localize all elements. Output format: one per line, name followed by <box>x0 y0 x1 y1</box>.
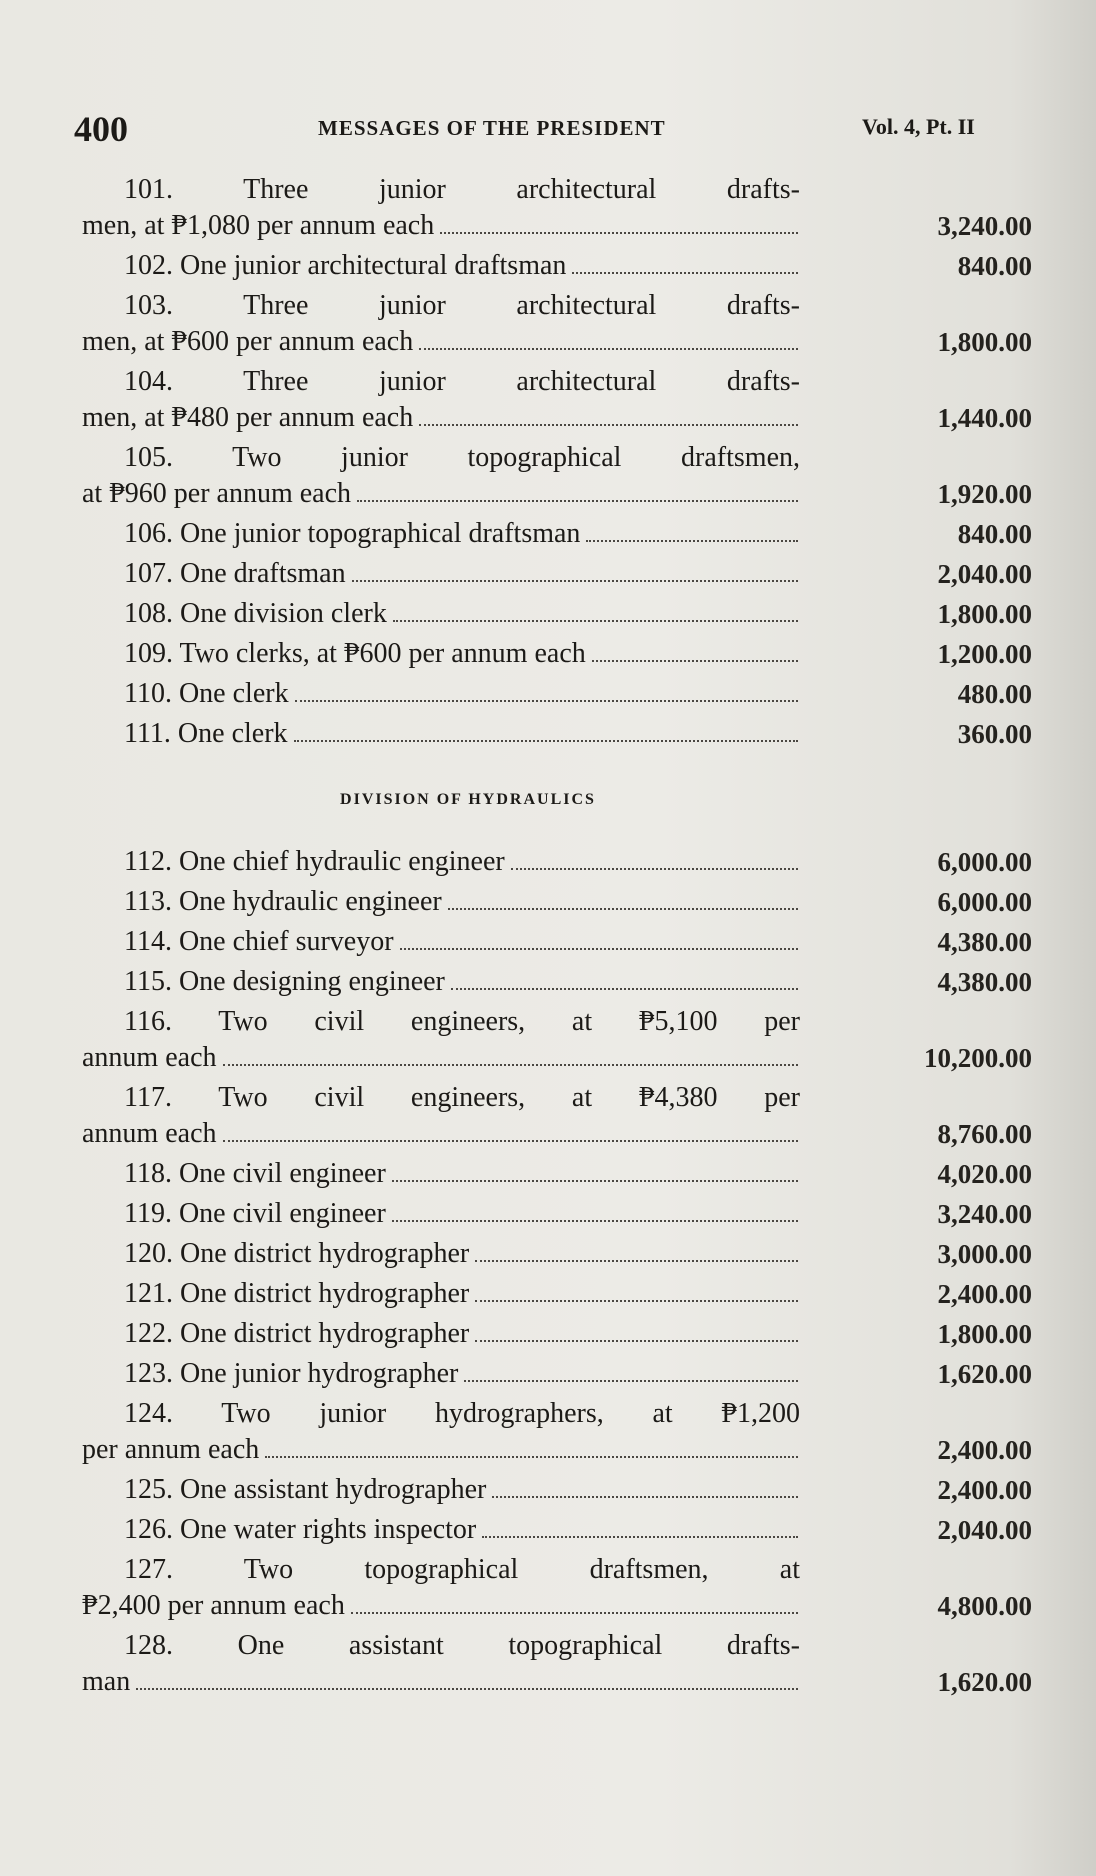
volume-label: Vol. 4, Pt. II <box>862 114 975 139</box>
item-line <box>0 884 1096 920</box>
item-line <box>0 1552 1096 1588</box>
item-amount: 6,000.00 <box>937 847 1032 877</box>
item-text: 123. One junior hydrographer <box>124 1358 459 1389</box>
item-amount: 1,620.00 <box>937 1667 1032 1697</box>
item-text: 127. Two topographical draftsmen, at <box>124 1554 800 1585</box>
item-amount: 1,920.00 <box>937 479 1032 509</box>
appropriation-item <box>0 516 1096 552</box>
item-amount: 4,380.00 <box>937 927 1032 957</box>
item-amount: 1,800.00 <box>937 599 1032 629</box>
item-text: 128. One assistant topographical drafts- <box>124 1630 800 1661</box>
item-amount: 480.00 <box>957 679 1032 709</box>
item-amount: 1,800.00 <box>937 327 1032 357</box>
item-text: men, at ₱600 per annum each <box>82 326 414 357</box>
item-amount: 1,800.00 <box>937 1319 1032 1349</box>
item-amount: 3,240.00 <box>937 1199 1032 1229</box>
item-line <box>0 844 1096 880</box>
appropriation-item <box>0 964 1096 1000</box>
dot-leader <box>400 948 798 950</box>
dot-leader <box>223 1064 799 1066</box>
item-text: 122. One district hydrographer <box>124 1318 470 1349</box>
item-line <box>0 1040 1096 1076</box>
item-amount: 1,440.00 <box>937 403 1032 433</box>
dot-leader <box>592 660 798 662</box>
item-line <box>0 1116 1096 1152</box>
item-text: 121. One district hydrographer <box>124 1278 470 1309</box>
item-line <box>0 556 1096 592</box>
appropriation-item <box>0 1396 1096 1468</box>
item-text: 117. Two civil engineers, at ₱4,380 per <box>124 1082 800 1113</box>
dot-leader <box>294 740 798 742</box>
item-amount: 8,760.00 <box>937 1119 1032 1149</box>
appropriation-item <box>0 1552 1096 1624</box>
item-line <box>0 1512 1096 1548</box>
dot-leader <box>448 908 798 910</box>
appropriation-item <box>0 1004 1096 1076</box>
dot-leader <box>223 1140 799 1142</box>
appropriation-list <box>0 172 1096 1704</box>
dot-leader <box>475 1300 798 1302</box>
dot-leader <box>265 1456 798 1458</box>
item-amount: 4,800.00 <box>937 1591 1032 1621</box>
item-text: 105. Two junior topographical draftsmen, <box>124 442 800 473</box>
item-amount: 2,040.00 <box>937 559 1032 589</box>
item-text: 101. Three junior architectural drafts- <box>124 174 800 205</box>
item-amount: 360.00 <box>957 719 1032 749</box>
appropriation-item <box>0 1512 1096 1548</box>
item-amount: 1,200.00 <box>937 639 1032 669</box>
item-line <box>0 208 1096 244</box>
item-text: 108. One division clerk <box>124 598 387 629</box>
appropriation-item <box>0 172 1096 244</box>
item-text: 102. One junior architectural draftsman <box>124 250 567 281</box>
dot-leader <box>352 580 798 582</box>
dot-leader <box>357 500 798 502</box>
appropriation-item <box>0 716 1096 752</box>
appropriation-item <box>0 844 1096 880</box>
appropriation-item <box>0 1080 1096 1152</box>
item-line <box>0 1472 1096 1508</box>
item-line <box>0 324 1096 360</box>
item-text: men, at ₱480 per annum each <box>82 402 414 433</box>
item-text: 104. Three junior architectural drafts- <box>124 366 800 397</box>
item-amount: 4,380.00 <box>937 967 1032 997</box>
item-text: 124. Two junior hydrographers, at ₱1,200 <box>124 1398 800 1429</box>
item-text: 110. One clerk <box>124 678 289 709</box>
appropriation-item <box>0 636 1096 672</box>
appropriation-item <box>0 556 1096 592</box>
appropriation-item <box>0 1196 1096 1232</box>
item-line <box>0 1236 1096 1272</box>
dot-leader <box>295 700 798 702</box>
appropriation-item <box>0 924 1096 960</box>
dot-leader <box>572 272 798 274</box>
item-line <box>0 676 1096 712</box>
item-amount: 2,400.00 <box>937 1279 1032 1309</box>
item-amount: 840.00 <box>957 251 1032 281</box>
dot-leader <box>492 1496 798 1498</box>
item-line <box>0 1628 1096 1664</box>
item-text: 116. Two civil engineers, at ₱5,100 per <box>124 1006 800 1037</box>
item-amount: 3,000.00 <box>937 1239 1032 1269</box>
appropriation-item <box>0 1276 1096 1312</box>
item-line <box>0 1004 1096 1040</box>
item-line <box>0 596 1096 632</box>
appropriation-item <box>0 1156 1096 1192</box>
item-text: 113. One hydraulic engineer <box>124 886 442 917</box>
appropriation-item <box>0 248 1096 284</box>
item-line <box>0 516 1096 552</box>
item-line <box>0 1156 1096 1192</box>
dot-leader <box>475 1260 798 1262</box>
item-line <box>0 1080 1096 1116</box>
item-line <box>0 1432 1096 1468</box>
item-amount: 2,400.00 <box>937 1475 1032 1505</box>
dot-leader <box>419 348 798 350</box>
item-amount: 4,020.00 <box>937 1159 1032 1189</box>
item-amount: 2,400.00 <box>937 1435 1032 1465</box>
item-amount: 1,620.00 <box>937 1359 1032 1389</box>
item-line <box>0 716 1096 752</box>
running-title: MESSAGES OF THE PRESIDENT <box>318 116 666 140</box>
dot-leader <box>393 620 798 622</box>
item-text: man <box>82 1666 131 1697</box>
appropriation-item <box>0 884 1096 920</box>
item-line <box>0 636 1096 672</box>
appropriation-item <box>0 440 1096 512</box>
dot-leader <box>475 1340 798 1342</box>
appropriation-item <box>0 1236 1096 1272</box>
appropriation-item <box>0 288 1096 360</box>
item-text: 112. One chief hydraulic engineer <box>124 846 505 877</box>
appropriation-item <box>0 364 1096 436</box>
item-text: at ₱960 per annum each <box>82 478 352 509</box>
section-heading: DIVISION OF HYDRAULICS <box>340 791 596 808</box>
item-line <box>0 1588 1096 1624</box>
appropriation-item <box>0 1316 1096 1352</box>
item-text: 107. One draftsman <box>124 558 346 589</box>
page-number: 400 <box>74 109 128 149</box>
dot-leader <box>392 1180 798 1182</box>
item-line <box>0 964 1096 1000</box>
item-amount: 6,000.00 <box>937 887 1032 917</box>
dot-leader <box>440 232 798 234</box>
appropriation-item <box>0 1472 1096 1508</box>
item-text: 120. One district hydrographer <box>124 1238 470 1269</box>
item-line <box>0 1196 1096 1232</box>
item-text: ₱2,400 per annum each <box>82 1590 345 1621</box>
appropriation-item <box>0 1356 1096 1392</box>
item-line <box>0 476 1096 512</box>
item-line <box>0 924 1096 960</box>
item-text: 106. One junior topographical draftsman <box>124 518 581 549</box>
dot-leader <box>392 1220 798 1222</box>
item-text: annum each <box>82 1118 217 1149</box>
item-line <box>0 248 1096 284</box>
dot-leader <box>464 1380 798 1382</box>
item-text: 114. One chief surveyor <box>124 926 394 957</box>
item-line <box>0 1664 1096 1700</box>
item-amount: 10,200.00 <box>924 1043 1032 1073</box>
item-text: 125. One assistant hydrographer <box>124 1474 487 1505</box>
appropriation-item <box>0 596 1096 632</box>
dot-leader <box>482 1536 798 1538</box>
item-line <box>0 1396 1096 1432</box>
dot-leader <box>136 1688 798 1690</box>
item-text: per annum each <box>82 1434 260 1465</box>
item-amount: 840.00 <box>957 519 1032 549</box>
item-text: 111. One clerk <box>124 718 288 749</box>
item-amount: 2,040.00 <box>937 1515 1032 1545</box>
item-line <box>0 1276 1096 1312</box>
item-line <box>0 364 1096 400</box>
item-text: 109. Two clerks, at ₱600 per annum each <box>124 638 586 669</box>
item-text: 103. Three junior architectural drafts- <box>124 290 800 321</box>
item-amount: 3,240.00 <box>937 211 1032 241</box>
appropriation-item <box>0 676 1096 712</box>
item-line <box>0 440 1096 476</box>
dot-leader <box>511 868 798 870</box>
item-line <box>0 172 1096 208</box>
item-line <box>0 400 1096 436</box>
dot-leader <box>451 988 798 990</box>
item-text: 118. One civil engineer <box>124 1158 386 1189</box>
item-text: men, at ₱1,080 per annum each <box>82 210 435 241</box>
dot-leader <box>419 424 798 426</box>
item-line <box>0 288 1096 324</box>
dot-leader <box>351 1612 798 1614</box>
item-text: 126. One water rights inspector <box>124 1514 477 1545</box>
dot-leader <box>586 540 798 542</box>
item-text: 115. One designing engineer <box>124 966 445 997</box>
appropriation-item <box>0 1628 1096 1700</box>
item-line <box>0 1316 1096 1352</box>
item-text: annum each <box>82 1042 217 1073</box>
page-header <box>0 108 1096 158</box>
item-line <box>0 1356 1096 1392</box>
item-text: 119. One civil engineer <box>124 1198 386 1229</box>
